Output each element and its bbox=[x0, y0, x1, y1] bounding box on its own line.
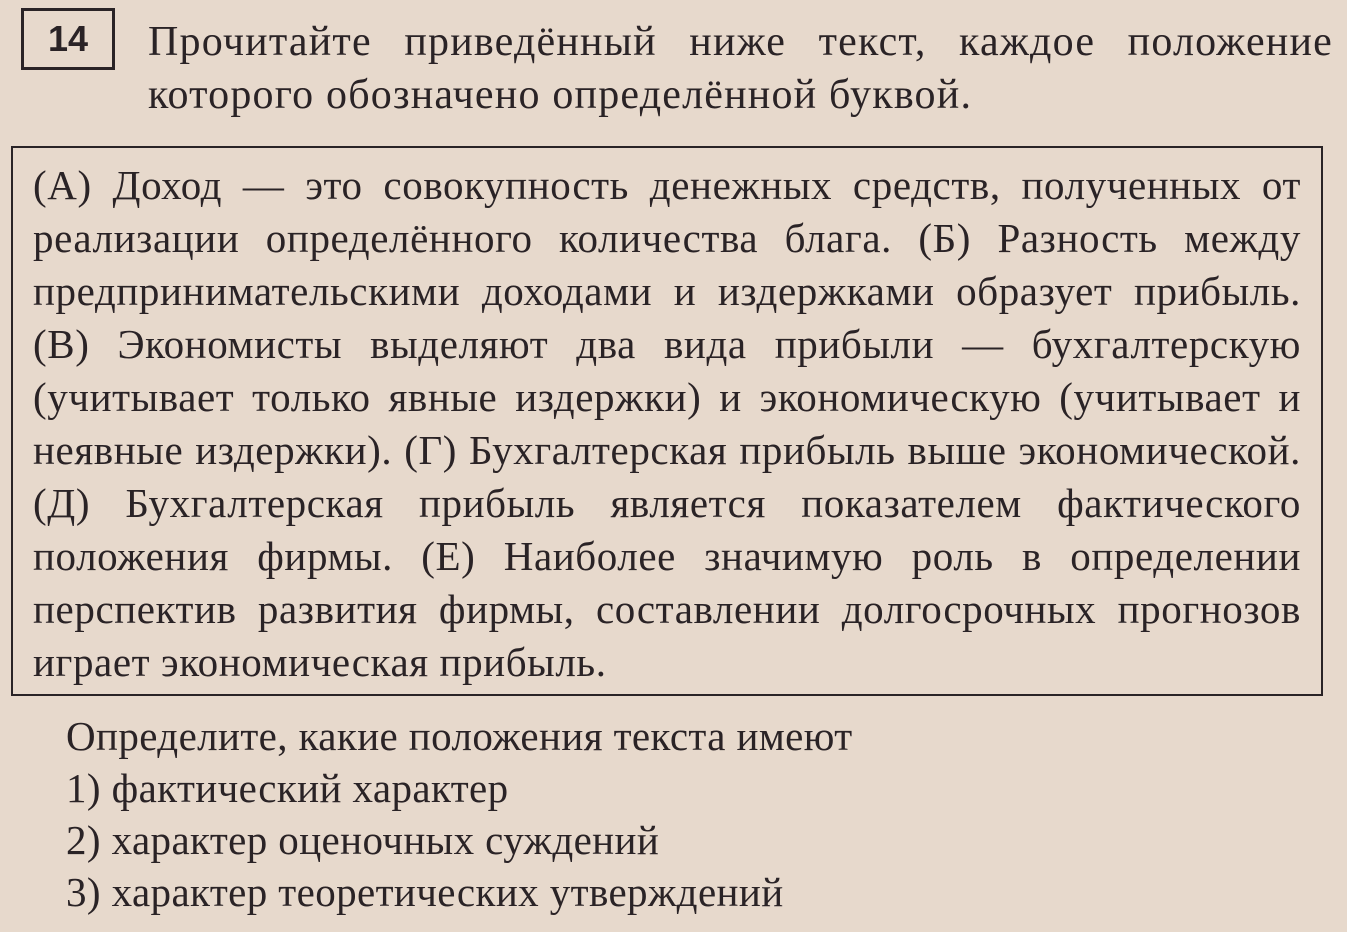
option-factual: 1) фактический характер bbox=[66, 765, 509, 811]
question-prompt: Определите, какие положения текста имеют bbox=[66, 713, 853, 759]
option-evaluative: 2) характер оценочных суждений bbox=[66, 817, 660, 863]
task-number-box bbox=[21, 8, 115, 70]
task-number: 14 bbox=[47, 18, 89, 59]
task-instruction: Прочитайте приведённый ниже текст, каждое положение которого обозначено определённой буквой. bbox=[148, 19, 1333, 118]
option-theoretical: 3) характер теоретических утверждений bbox=[66, 869, 784, 915]
passage-box bbox=[11, 146, 1323, 696]
question-block bbox=[66, 710, 1266, 918]
passage-text: (А) Доход — это совокупность денежных средств, полученных от реализации определённого количества блага. (Б) Разность между предпринимательскими доходами и издержками образует прибыль. (В) Экономисты выделяют два вида прибыли — бухгалтерскую (учитывает только явные издержки) и экономическую (учитывает и неявные издержки). (Г) Бухгалтерская прибыль выше экономической. (Д) Бухгалтерская прибыль является показателем фактического положения фирмы. (Е) Наиболее значимую роль в определении перспектив развития фирмы, составлении долгосрочных прогнозов играет экономическая прибыль. bbox=[33, 162, 1301, 685]
